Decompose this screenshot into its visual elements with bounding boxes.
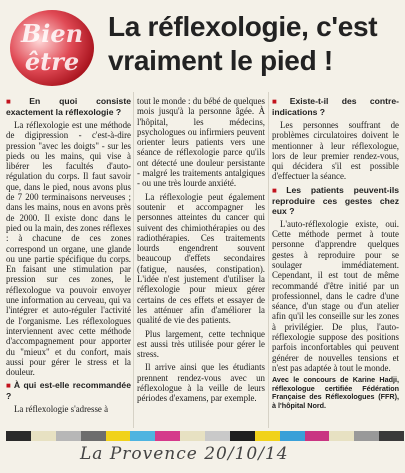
question-heading xyxy=(272,96,399,117)
color-swatch xyxy=(6,431,31,441)
article-column-1 xyxy=(6,96,131,418)
color-swatch xyxy=(56,431,81,441)
column-divider xyxy=(133,92,134,428)
answer-paragraph: Les personnes souffrant de problèmes circulatoires doivent le mentionner à leur réflexologue, lors de leur premier rendez-vous, qui décidera s'il est possible d'effectuer la séance. xyxy=(272,120,399,182)
article-credit: Avec le concours de Karine Hadji, réflexologue certifiée Fédération Française des Réflexologues (FFR), à l'hôpital Nord. xyxy=(272,375,399,411)
color-swatch xyxy=(180,431,205,441)
answer-paragraph: Il arrive ainsi que les étudiants prennent rendez-vous avec un réflexologue à la veille de leurs périodes d'examens, par exemple. xyxy=(137,362,265,404)
question-text: En quoi consiste exactement la réflexologie ? xyxy=(6,96,131,117)
answer-paragraph: La réflexologie est une méthode de digipression - c'est-à-dire pression "avec les doigts" - sur les pieds ou les mains, qui vise à libérer les facultés d'auto-régulation du corps. Il faut savoir que, dans le pied, nous avons plus de 7 200 terminaisons nerveuses ; dans les mains, nous en avons près de 2000. Il existe donc dans le pied ou la main, des zones réflexes : à chacune de ces zones correspond un organe, une glande ou une partie spécifique du corps. En faisant une stimulation par pression sur ces zones, le réflexologue va pouvoir envoyer une information au cerveau, qui va l'intégrer et auto-réguler l'activité de l'organisme. Les réflexologues interviennent avec cette méthode d'accompagnement pour apporter du "mieux" et du confort, mais aussi pour gérer le stress et la douleur. xyxy=(6,120,131,378)
handwritten-source-note: La Provence 20/10/14 xyxy=(80,444,289,464)
column-divider xyxy=(268,92,269,428)
color-swatch xyxy=(280,431,305,441)
bullet-icon: ■ xyxy=(272,97,288,106)
question-heading xyxy=(272,185,399,216)
article-column-3 xyxy=(272,96,399,414)
print-color-bar xyxy=(6,431,404,441)
bullet-icon: ■ xyxy=(6,97,28,106)
color-swatch xyxy=(354,431,379,441)
question-text: Existe-t-il des contre-indications ? xyxy=(272,96,399,117)
question-text: À qui est-elle recommandée ? xyxy=(6,380,131,402)
color-swatch xyxy=(106,431,131,441)
article-headline: La réflexologie, c'est vraiment le pied ! xyxy=(108,11,378,76)
question-heading xyxy=(6,380,131,401)
svg-text:être: être xyxy=(24,47,80,76)
color-swatch xyxy=(130,431,155,441)
question-heading xyxy=(6,96,131,117)
article-column-2 xyxy=(137,96,265,407)
color-swatch xyxy=(155,431,180,441)
bullet-icon: ■ xyxy=(272,185,285,195)
color-swatch xyxy=(230,431,255,441)
answer-paragraph: tout le monde : du bébé de quelques mois jusqu'à la personne âgée. À l'hôpital, les médecins, psychologues ou infirmiers peuvent orienter leurs patients vers une séance de réflexologie parce qu'ils ont détecté une douleur persistante - malgré les traitements antalgiques - ou une très lourde anxiété. xyxy=(137,96,265,189)
color-swatch xyxy=(255,431,280,441)
answer-paragraph: Plus largement, cette technique est aussi très utilisée pour gérer le stress. xyxy=(137,328,265,360)
answer-paragraph: La réflexologie peut également soutenir et accompagner les personnes atteintes du cancer qui suivent des chimiothérapies ou des radiothérapies. Ces traitements lourds engendrent souvent beaucoup d'effets secondaires (fatigue, nausées, constipation). L'idée n'est justement d'utiliser la réflexologie pour mieux gérer certains de ces effets et essayer de les atténuer afin d'améliorer la qualité de vie des patients. xyxy=(137,191,265,326)
color-swatch xyxy=(379,431,404,441)
bien-etre-logo xyxy=(8,8,96,88)
question-text: Les patients peuvent-ils reproduire ces gestes chez eux ? xyxy=(272,184,399,216)
svg-text:Bien: Bien xyxy=(20,19,84,48)
color-swatch xyxy=(31,431,56,441)
bullet-icon: ■ xyxy=(6,381,12,391)
color-swatch xyxy=(81,431,106,441)
color-swatch xyxy=(205,431,230,441)
answer-paragraph: L'auto-réflexologie existe, oui. Cette méthode permet à toute personne d'apprendre quelques gestes à reproduire pour se soulager immédiatement. Cependant, il est tout de même recommandé d'être initié par un professionnel, dans le cadre d'une séance, d'un stage ou d'un atelier afin qu'il les conseille sur les zones à privilégier. De plus, l'auto-réflexologie suppose des positions parfois inconfortables qui peuvent générer de nouvelles tensions et n'est pas adaptée à tout le monde. xyxy=(272,218,399,373)
bien-etre-logo-graphic xyxy=(8,8,96,88)
color-swatch xyxy=(329,431,354,441)
answer-paragraph: La réflexologie s'adresse à xyxy=(14,404,109,415)
color-swatch xyxy=(305,431,330,441)
